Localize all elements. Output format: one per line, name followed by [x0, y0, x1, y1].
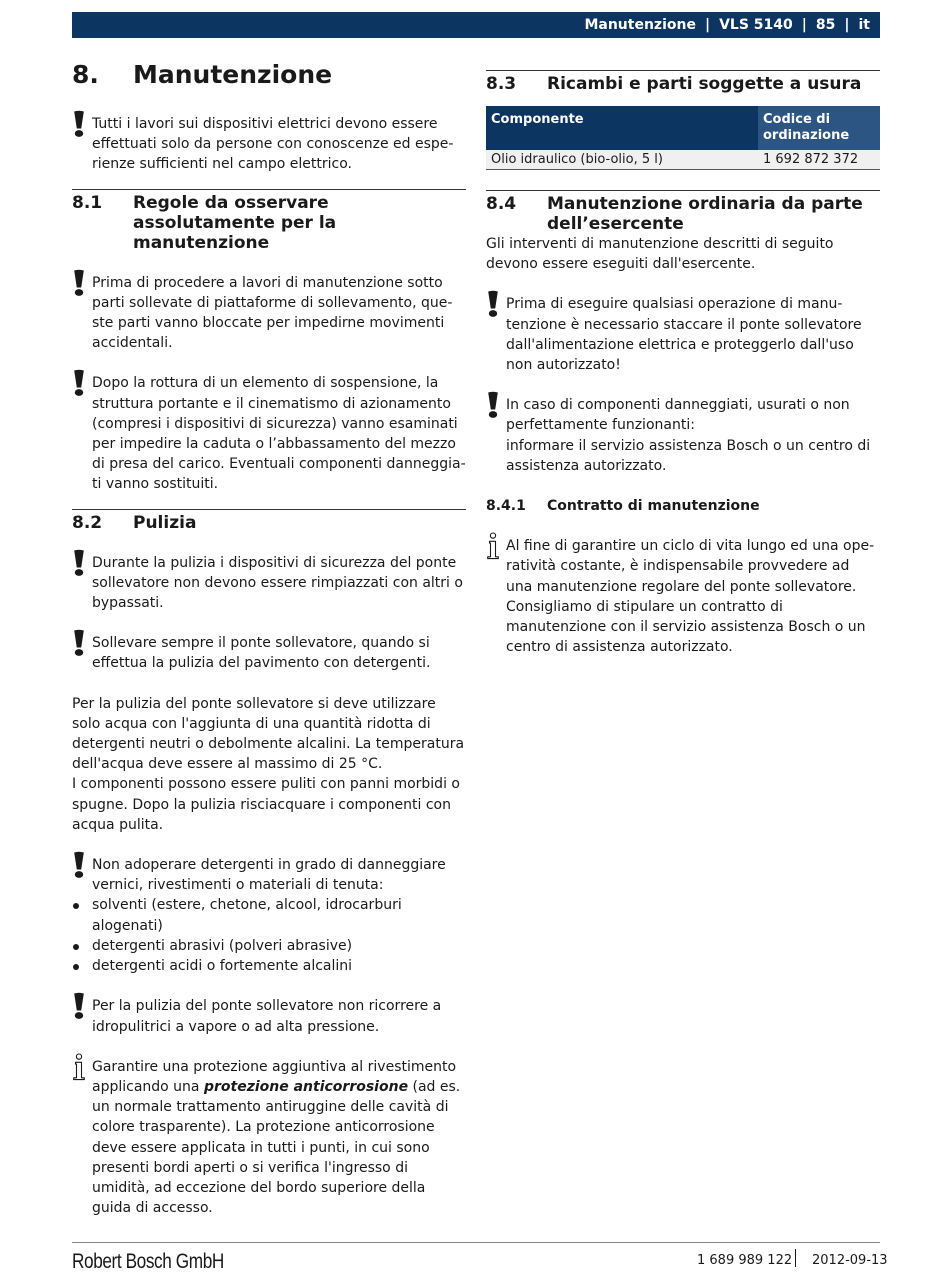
warning-exclamation-icon — [72, 549, 86, 577]
info-note — [72, 1057, 466, 1219]
info-note — [486, 536, 880, 657]
header-model: VLS 5140 — [719, 16, 793, 33]
info-icon — [72, 1053, 86, 1081]
warning-exclamation-icon — [72, 269, 86, 297]
section-number: 8.3 — [486, 74, 517, 94]
section-title: Pulizia — [133, 512, 197, 533]
warning-text: Prima di procedere a lavori di manutenzione sotto parti sollevate di piattaforme di sollevamento, queste parti vanno bloccate per impedirne movimenti accidentali. — [92, 274, 453, 352]
warning-note — [72, 633, 466, 673]
warning-exclamation-icon — [72, 110, 86, 138]
warning-exclamation-icon — [72, 369, 86, 397]
section-8-1 — [72, 189, 466, 495]
info-text-part: Garantire una protezione aggiuntiva al rivestimento applicando una — [92, 1058, 457, 1095]
chapter-title — [72, 60, 466, 90]
warning-note — [72, 996, 466, 1036]
header-separator: | — [801, 16, 807, 33]
warning-exclamation-icon — [486, 391, 500, 419]
table-header-row — [486, 106, 880, 150]
warning-note — [72, 114, 466, 175]
list-item: detergenti acidi o fortemente alcalini — [72, 956, 466, 976]
info-text-part: (ad es. un normale trattamento antiruggine delle cavità di colore trasparente). La protezione anticorrosione deve essere applicata in tutti i punti, in cui sono presenti bordi aperti o si verifica l'ingresso di umidità, ad eccezione del bordo superiore della guida di accesso. — [92, 1078, 461, 1217]
warning-text-part: In caso di componenti danneggiati, usurati o non perfettamente funzionanti: — [506, 397, 850, 434]
warning-text: Prima di eseguire qualsiasi operazione di manutenzione è necessario staccare il ponte sollevatore dall'alimentazione elettrica e proteggerlo dall'uso non autorizzato! — [506, 296, 862, 374]
body-paragraph — [72, 694, 466, 835]
spare-parts-table — [486, 106, 880, 170]
warning-exclamation-icon — [72, 992, 86, 1020]
section-title: Regole da osservare assolutamente per la manutenzione — [133, 192, 337, 253]
warning-text-part: informare il servizio assistenza Bosch o un centro di assistenza autorizzato. — [506, 437, 871, 474]
warning-text: Durante la pulizia i dispositivi di sicurezza del ponte sollevatore non devono essere rimpiazzati con altri o bypassati. — [92, 554, 463, 612]
info-icon — [486, 532, 500, 560]
warning-note — [486, 294, 880, 375]
warning-text: Sollevare sempre il ponte sollevatore, quando si effettua la pulizia del pavimento con detergenti. — [92, 635, 431, 672]
warning-note — [72, 373, 466, 494]
section-heading — [72, 513, 466, 533]
subsection-title: Contratto di manutenzione — [547, 498, 760, 515]
table-row — [486, 150, 880, 170]
page-header — [72, 12, 880, 38]
component-cell: Olio idraulico (bio-olio, 5 l) — [486, 150, 758, 170]
cleaning-instructions: I componenti possono essere puliti con panni morbidi o spugne. Dopo la pulizia risciacquare i componenti con acqua pulita. — [72, 776, 460, 833]
header-separator: | — [844, 16, 850, 33]
header-language: it — [858, 16, 870, 33]
warning-text: Per la pulizia del ponte sollevatore non ricorrere a idropulitrici a vapore o ad alta pressione. — [92, 998, 442, 1035]
document-number: 1 689 989 122 — [697, 1253, 793, 1268]
subsection-number: 8.4.1 — [486, 498, 526, 515]
chapter-title-text: Manutenzione — [133, 60, 333, 89]
left-column — [72, 60, 466, 1218]
subsection-heading — [486, 496, 880, 516]
header-section: Manutenzione — [584, 16, 696, 33]
order-code-cell: 1 692 872 372 — [758, 150, 880, 170]
list-item: detergenti abrasivi (polveri abrasive) — [72, 936, 466, 956]
section-8-3 — [486, 70, 880, 170]
info-text: Al fine di garantire un ciclo di vita lungo ed una operatività costante, è indispensabile provvedere ad una manutenzione regolare del ponte sollevatore. Consigliamo di stipulare un contratto di manutenzione con il servizio assistenza Bosch o un centro di assistenza autorizzato. — [506, 538, 875, 656]
bullet-list — [92, 895, 466, 976]
section-number: 8.4 — [486, 194, 517, 214]
section-title: Ricambi e parti soggette a usura — [547, 74, 862, 94]
section-8-4 — [486, 190, 880, 657]
cleaning-instructions: Per la pulizia del ponte sollevatore si deve utilizzare solo acqua con l'aggiunta di una quantità ridotta di detergenti neutri o debolmente alcalini. La temperatura dell'acqua deve essere al massimo di 25 °C. — [72, 695, 465, 773]
warning-exclamation-icon — [72, 629, 86, 657]
section-heading — [486, 194, 880, 234]
header-separator: | — [704, 16, 711, 33]
warning-text: Tutti i lavori sui dispositivi elettrici devono essere effettuati solo da persone con conoscenze ed esperienze sufficienti nel campo elettrico. — [92, 116, 454, 173]
right-column — [486, 60, 880, 657]
footer-separator — [795, 1249, 796, 1267]
section-heading — [72, 193, 466, 253]
section-heading — [486, 74, 880, 94]
warning-exclamation-icon — [72, 851, 86, 879]
warning-text: Non adoperare detergenti in grado di danneggiare vernici, rivestimenti o materiali di tenuta: — [92, 857, 446, 894]
chapter-number: 8. — [72, 60, 99, 89]
header-page-number: 85 — [815, 16, 836, 33]
section-8-2 — [72, 509, 466, 1219]
section-number: 8.2 — [72, 512, 103, 533]
list-item: solventi (estere, chetone, alcool, idrocarburi alogenati) — [72, 895, 466, 935]
column-header-order-code: Codice di ordinazione — [758, 106, 880, 150]
section-title: Manutenzione ordinaria da parte dell’esercente — [547, 194, 863, 234]
warning-text: Dopo la rottura di un elemento di sospensione, la struttura portante e il cinematismo di azionamento (compresi i dispositivi di sicurezza) vanno esaminati per impedire la caduta o l’abbassamento del mezzo di presa del carico. Eventuali componenti danneggiati vanno sostituiti. — [92, 375, 466, 493]
warning-note — [486, 395, 880, 476]
body-paragraph: Gli interventi di manutenzione descritti di seguito devono essere eseguiti dall'esercente. — [486, 236, 834, 273]
column-header-component: Componente — [486, 106, 758, 150]
emphasis: protezione anticorrosione — [203, 1078, 409, 1095]
warning-note — [72, 273, 466, 354]
brand-logo: Robert Bosch GmbH — [72, 1252, 224, 1273]
info-text — [92, 1057, 466, 1219]
warning-exclamation-icon — [486, 290, 500, 318]
warning-text — [506, 395, 880, 476]
warning-note — [72, 855, 466, 976]
section-number: 8.1 — [72, 192, 103, 213]
document-date: 2012-09-13 — [812, 1253, 888, 1268]
warning-note — [72, 553, 466, 614]
footer-divider — [72, 1242, 880, 1243]
